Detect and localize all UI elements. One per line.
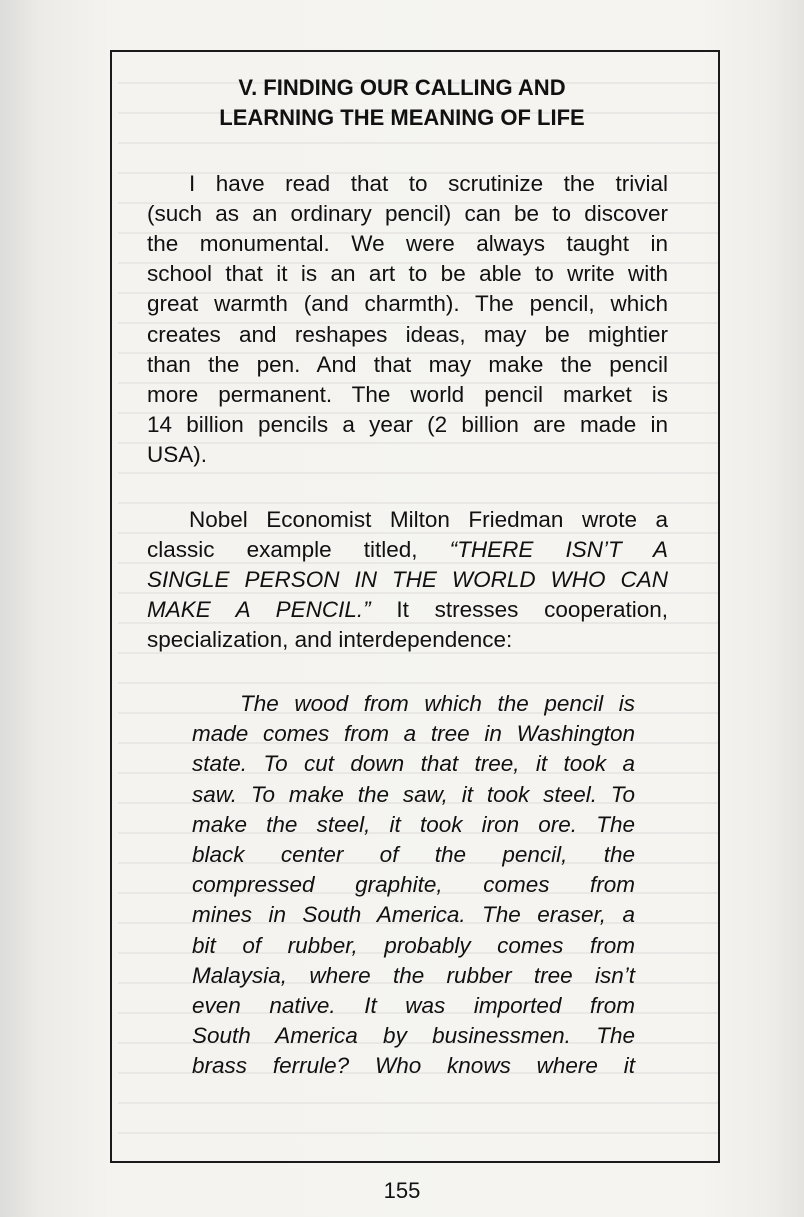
quote-line: black center of the pencil, the — [192, 842, 635, 867]
paragraph-2-text: classic example titled, — [147, 537, 418, 562]
paragraph-1-line: the monumental. We were always taught in — [147, 231, 668, 256]
page-number: 155 — [383, 1178, 421, 1203]
paragraph-2-text: It stresses cooperation, — [370, 597, 668, 622]
paragraph-2-line — [147, 595, 668, 625]
paragraph-2-line — [147, 535, 668, 565]
paragraph-2-line: specialization, and interdependence: — [147, 627, 513, 652]
paragraph-1-line: than the pen. And that may make the pencil — [147, 352, 668, 377]
paragraph-1-line: 14 billion pencils a year (2 billion are made in — [147, 412, 668, 437]
quote-line: bit of rubber, probably comes from — [192, 933, 635, 958]
quote-line: The wood from which the pencil is — [240, 691, 635, 716]
paragraph-1-line: school that it is an art to be able to write with — [147, 261, 668, 286]
paragraph-1-line: (such as an ordinary pencil) can be to discover — [147, 201, 668, 226]
quoted-title-line: SINGLE PERSON IN THE WORLD WHO CAN — [147, 567, 668, 592]
paragraph-1-line: creates and reshapes ideas, may be mightier — [147, 322, 668, 347]
chapter-heading-line-2: LEARNING THE MEANING OF LIFE — [219, 105, 585, 130]
quote-line: make the steel, it took iron ore. The — [192, 812, 635, 837]
paragraph-2-line: Nobel Economist Milton Friedman wrote a — [189, 507, 668, 532]
quote-line: state. To cut down that tree, it took a — [192, 751, 635, 776]
quote-line: compressed graphite, comes from — [192, 872, 635, 897]
quote-line: brass ferrule? Who knows where it — [192, 1053, 635, 1078]
chapter-heading-line-1: V. FINDING OUR CALLING AND — [238, 75, 566, 100]
quoted-title-text: MAKE A PENCIL.” — [147, 597, 371, 622]
paragraph-1-line: USA). — [147, 442, 208, 467]
paragraph-1-line: I have read that to scrutinize the trivial — [189, 171, 668, 196]
quote-line: mines in South America. The eraser, a — [192, 902, 635, 927]
quote-line: South America by businessmen. The — [192, 1023, 635, 1048]
paragraph-1-line: more permanent. The world pencil market is — [147, 382, 668, 407]
quote-line: Malaysia, where the rubber tree isn’t — [192, 963, 635, 988]
quote-line: saw. To make the saw, it took steel. To — [192, 782, 635, 807]
paragraph-1-line: great warmth (and charmth). The pencil, which — [147, 291, 668, 316]
quote-line: made comes from a tree in Washington — [192, 721, 635, 746]
quoted-title-text: “THERE ISN’T A — [449, 537, 668, 562]
quote-line: even native. It was imported from — [192, 993, 635, 1018]
